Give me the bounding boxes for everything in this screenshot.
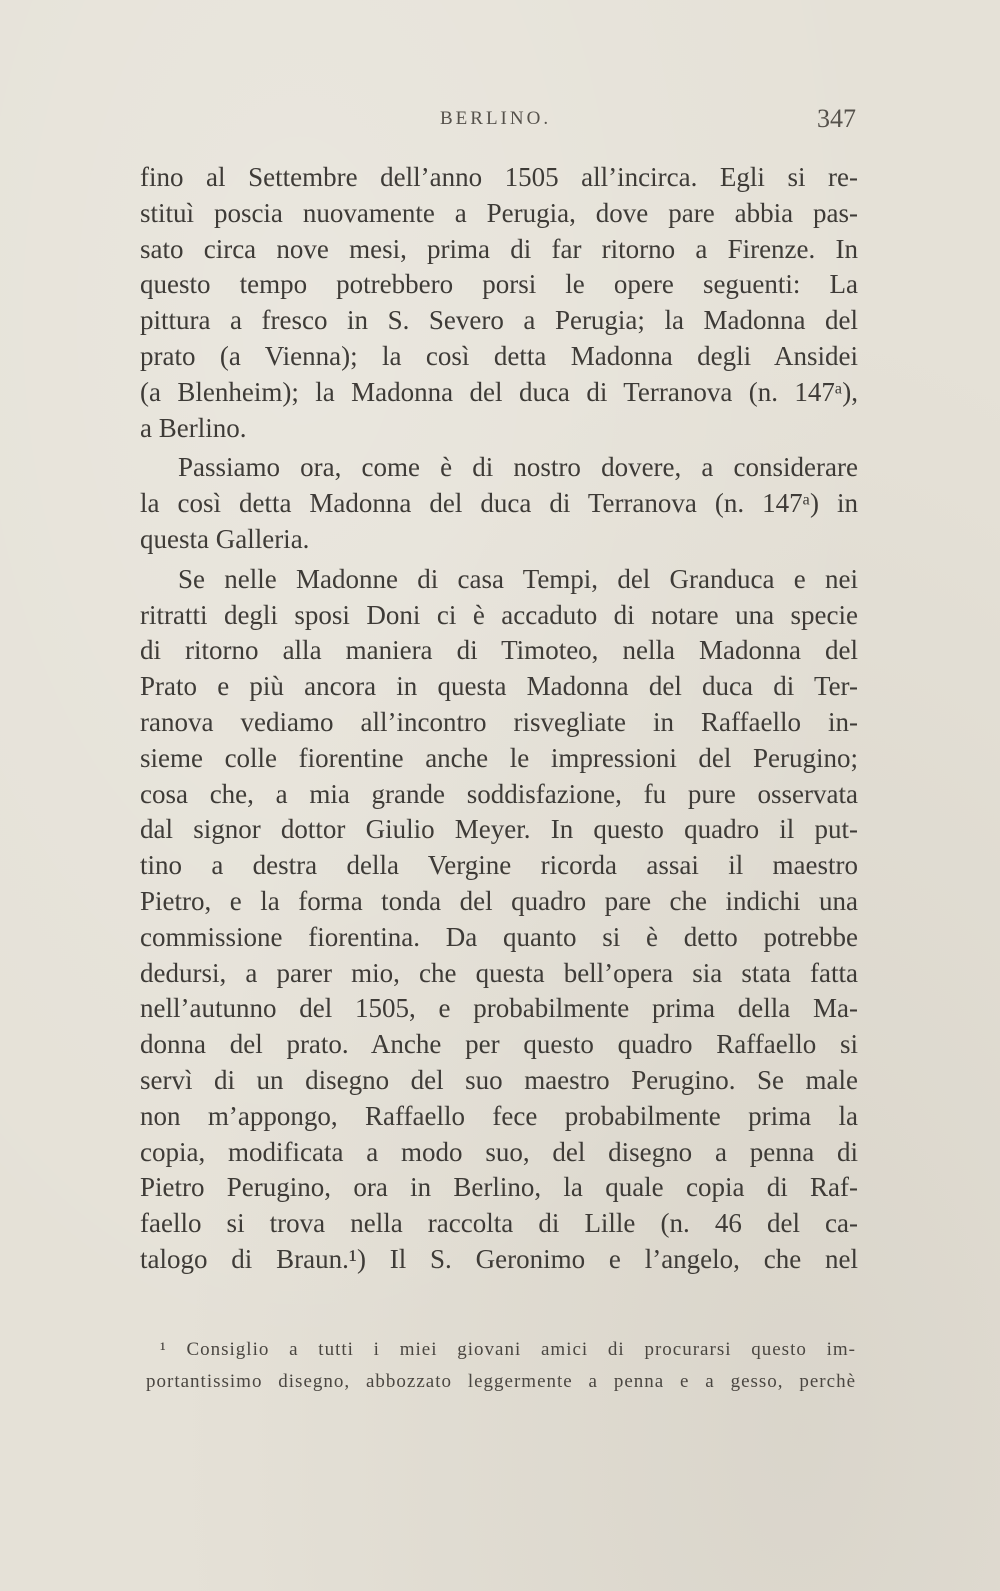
body-text: [140, 160, 858, 1314]
page-number: 347: [817, 104, 856, 133]
text-line: (a Blenheim); la Madonna del duca di Terranova (n. 147ᵃ),: [140, 376, 858, 407]
paragraph-2: [140, 450, 858, 557]
paragraph-3: [140, 562, 858, 1314]
text-line: nell’autunno del 1505, e probabilmente prima della Ma-: [140, 993, 858, 1024]
footnote-line: portantissimo disegno, abbozzato leggermente a penna e a gesso, perchè: [146, 1371, 856, 1392]
text-line: prato (a Vienna); la così detta Madonna degli Ansidei: [140, 340, 858, 371]
text-line: Se nelle Madonne di casa Tempi, del Granduca e nei: [178, 563, 858, 594]
text-line: servì di un disegno del suo maestro Perugino. Se male: [140, 1064, 858, 1095]
text-line: dal signor dottor Giulio Meyer. In questo quadro il put-: [140, 814, 858, 845]
text-line: fino al Settembre dell’anno 1505 all’incirca. Egli si re-: [140, 162, 858, 192]
paragraph-1: [140, 160, 858, 446]
text-line: commissione fiorentina. Da quanto si è detto potrebbe: [140, 921, 858, 952]
text-line: donna del prato. Anche per questo quadro Raffaello si: [140, 1029, 858, 1060]
text-line: a Berlino.: [140, 412, 247, 443]
text-line: Passiamo ora, come è di nostro dovere, a considerare: [178, 452, 858, 483]
text-line: Prato e più ancora in questa Madonna del duca di Ter-: [140, 671, 858, 702]
text-line: Pietro, e la forma tonda del quadro pare che indichi una: [140, 885, 858, 916]
text-line: [140, 1278, 858, 1314]
text-line: talogo di Braun.¹) Il S. Geronimo e l’angelo, che nel: [140, 1243, 858, 1274]
text-line: sieme colle fiorentine anche le impressioni del Perugino;: [140, 742, 858, 773]
text-line: faello si trova nella raccolta di Lille (n. 46 del ca-: [140, 1208, 858, 1239]
text-line: sato circa nove mesi, prima di far ritorno a Firenze. In: [140, 233, 858, 264]
text-line: copia, modificata a modo suo, del disegno a penna di: [140, 1136, 858, 1167]
page-header: [140, 104, 858, 138]
text-line: questa Galleria.: [140, 523, 310, 554]
footnote: [146, 1334, 856, 1398]
text-line: questo tempo potrebbero porsi le opere seguenti: La: [140, 269, 858, 300]
text-line: dedursi, a parer mio, che questa bell’opera sia stata fatta: [140, 957, 858, 988]
text-line: cosa che, a mia grande soddisfazione, fu pure osservata: [140, 778, 858, 809]
text-line: la così detta Madonna del duca di Terranova (n. 147ᵃ) in: [140, 488, 858, 519]
text-line: non m’appongo, Raffaello fece probabilmente prima la: [140, 1100, 858, 1131]
text-line: di ritorno alla maniera di Timoteo, nella Madonna del: [140, 635, 858, 666]
text-line: ritratti degli sposi Doni ci è accaduto di notare una specie: [140, 599, 858, 630]
text-line: stituì poscia nuovamente a Perugia, dove pare abbia pas-: [140, 197, 858, 228]
text-line: ranova vediamo all’incontro risvegliate in Raffaello in-: [140, 706, 858, 737]
text-line: Pietro Perugino, ora in Berlino, la quale copia di Raf-: [140, 1172, 858, 1203]
footnote-line: ¹ Consiglio a tutti i miei giovani amici di procurarsi questo im-: [160, 1339, 856, 1360]
text-line: pittura a fresco in S. Severo a Perugia; la Madonna del: [140, 305, 858, 336]
running-head: BERLINO.: [440, 108, 552, 129]
text-line: tino a destra della Vergine ricorda assai il maestro: [140, 850, 858, 881]
